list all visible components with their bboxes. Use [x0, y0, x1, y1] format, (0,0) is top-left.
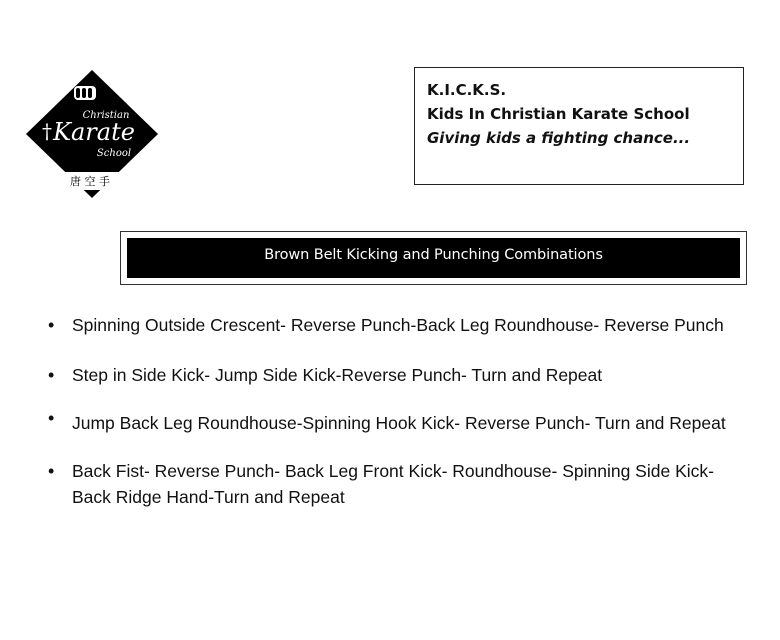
list-item	[48, 362, 748, 388]
combination-text: Step in Side Kick- Jump Side Kick-Reverse Punch- Turn and Repeat	[72, 365, 603, 385]
school-tagline: Giving kids a fighting chance...	[427, 129, 691, 147]
bullet-icon: •	[48, 408, 55, 428]
combination-text: Spinning Outside Crescent- Reverse Punch-Back Leg Roundhouse- Reverse Punch	[72, 315, 724, 335]
fist-icon	[74, 86, 96, 100]
logo-top-text: Christian	[82, 110, 130, 121]
logo-seal-glyphs: 唐 空 手	[70, 175, 110, 188]
bullet-icon: •	[48, 461, 55, 481]
combination-text: Back Fist- Reverse Punch- Back Leg Front Kick- Roundhouse- Spinning Side Kick- Back Ridge Hand-Turn and Repeat	[72, 461, 714, 507]
logo-cross: †	[42, 119, 52, 143]
school-acronym: K.I.C.K.S.	[427, 81, 507, 99]
section-title: Brown Belt Kicking and Punching Combinations	[127, 238, 740, 278]
combination-text: Jump Back Leg Roundhouse-Spinning Hook Kick- Reverse Punch- Turn and Repeat	[72, 413, 726, 433]
logo-bottom-text: School	[96, 148, 132, 159]
list-item	[48, 458, 748, 510]
section-title-frame	[120, 231, 747, 285]
list-item	[48, 312, 748, 338]
bullet-icon: •	[48, 315, 55, 335]
school-logo	[22, 68, 162, 203]
logo-seal	[58, 172, 122, 190]
school-info-box	[414, 67, 744, 185]
logo-main-text: Karate	[53, 118, 135, 146]
school-name: Kids In Christian Karate School	[427, 105, 690, 123]
bullet-icon: •	[48, 365, 55, 385]
list-item	[48, 405, 748, 442]
combinations-list	[48, 312, 748, 510]
